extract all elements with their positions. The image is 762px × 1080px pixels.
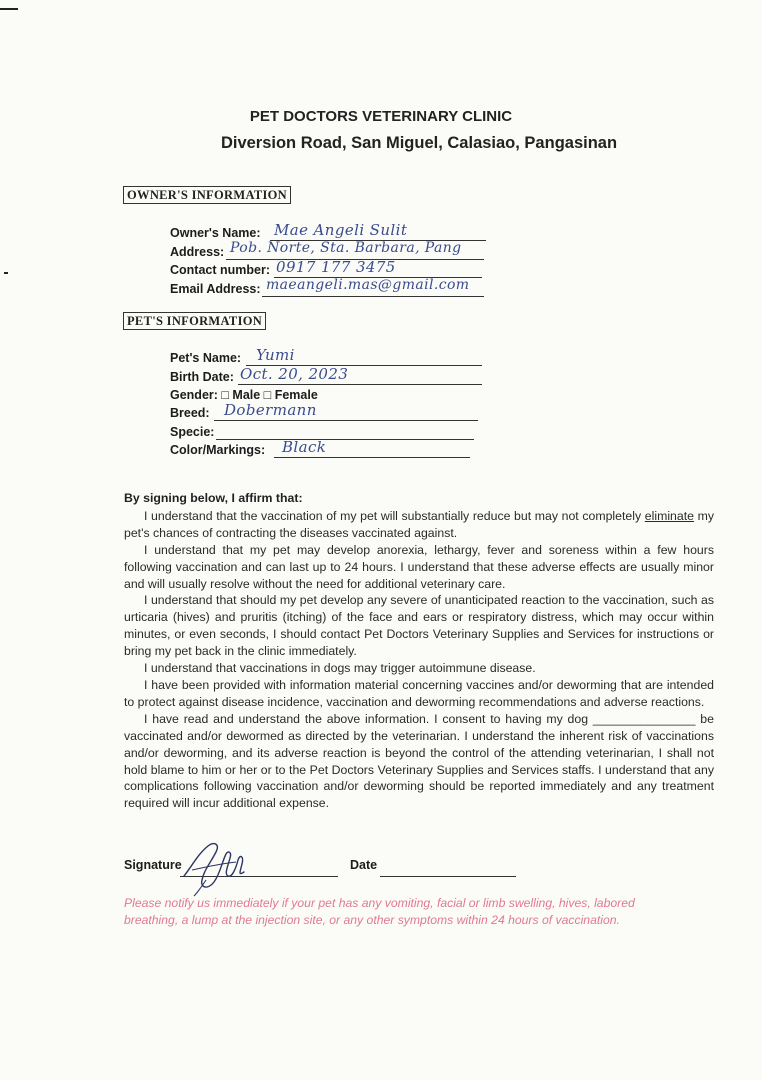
date-label: Date (350, 858, 378, 872)
pet-color-value: Black (282, 438, 327, 456)
owner-address-label: Address: (170, 245, 225, 259)
dog-name-blank[interactable]: _______________ (592, 711, 696, 726)
pet-breed-field[interactable] (170, 401, 490, 422)
consent-p6-start: I have read and understand the above information. I consent to having my dog (144, 711, 593, 726)
pet-gender-label: Gender: □ Male □ Female (170, 388, 318, 402)
post-vaccination-notice: Please notify us immediately if your pet has any vomiting, facial or limb swelling, hives, labored breathing, a lump at the injection site, or any other symptoms within 24 hours of vaccination. (124, 896, 635, 927)
date-line[interactable] (380, 876, 516, 877)
pet-gender-field[interactable] (170, 386, 490, 404)
pet-birth-label: Birth Date: (170, 370, 234, 384)
owner-email-value: maeangeli.mas@gmail.com (266, 277, 470, 293)
clinic-address: Diversion Road, San Miguel, Calasiao, Pangasinan (220, 134, 618, 152)
pet-breed-line (214, 420, 478, 421)
pet-color-line (274, 457, 470, 458)
consent-paragraph-3: I understand that should my pet develop any severe of unanticipated reaction to the vaccination, such as urticaria (hives) and pruritis (itching) of the face and ears or respiratory distress, which may occur within minutes, or even seconds, I should contact Pet Doctors Veterinary Supplies and Services for instructions or bring my pet back in the clinic immediately. (124, 593, 714, 659)
owner-contact-value: 0917 177 3475 (276, 258, 396, 276)
consent-p1-underlined: eliminate (644, 508, 694, 523)
pet-name-value: Yumi (256, 346, 295, 364)
scan-edge-dot (4, 272, 8, 274)
signature-label: Signature (124, 858, 182, 872)
pet-specie-field[interactable] (170, 423, 490, 441)
consent-p6-end: be vaccinated and/or dewormed as directed by the veterinarian. I understand the inherent risk of vaccinations and/or deworming, and its adverse reaction is beyond the control of the attending veterinarian, I shall not hold blame to him or her or to the Pet Doctors Veterinary Supplies and Services staffs. I understand that any complications following vaccination and/or deworming should be reported immediately and any treatment required will incur additional expense. (124, 711, 714, 811)
owner-name-label: Owner's Name: (170, 226, 261, 240)
consent-paragraph-2: I understand that my pet may develop anorexia, lethargy, fever and soreness within a few hours following vaccination and can last up to 24 hours. I understand that these adverse effects are usually minor and will usually resolve without the need for additional veterinary care. (124, 542, 714, 591)
consent-p1-start: I understand that the vaccination of my pet will substantially reduce but may not completely (144, 508, 642, 523)
pet-birth-line (238, 384, 482, 385)
consent-statements (124, 490, 714, 812)
pet-name-label: Pet's Name: (170, 351, 242, 365)
pet-section-title: PET'S INFORMATION (123, 312, 266, 330)
consent-paragraph-6 (124, 711, 714, 812)
consent-paragraph-4: I understand that vaccinations in dogs may trigger autoimmune disease. (144, 661, 536, 676)
scan-edge-mark (0, 8, 18, 10)
pet-specie-line (216, 439, 474, 440)
handwritten-signature (178, 836, 258, 898)
pet-birth-value: Oct. 20, 2023 (240, 365, 349, 383)
consent-paragraph-5: I have been provided with information material concerning vaccines and/or deworming that are intended to protect against disease incidence, vaccination and deworming recommendations and adverse reactions. (124, 677, 714, 709)
consent-heading: By signing below, I affirm that: (124, 491, 303, 505)
pet-breed-label: Breed: (170, 406, 210, 420)
pet-specie-label: Specie: (170, 425, 215, 439)
owner-contact-label: Contact number: (170, 263, 270, 277)
pet-breed-value: Dobermann (224, 401, 317, 419)
owner-email-field[interactable] (170, 277, 490, 298)
consent-paragraph-1 (124, 508, 714, 542)
clinic-name: PET DOCTORS VETERINARY CLINIC (249, 108, 513, 125)
owner-section-title: OWNER'S INFORMATION (123, 186, 291, 204)
owner-email-label: Email Address: (170, 282, 261, 296)
consent-p1-end: my pet's chances of contracting the diseases vaccinated against. (124, 508, 715, 540)
owner-email-line (262, 296, 484, 297)
owner-address-value: Pob. Norte, Sta. Barbara, Pang (230, 240, 462, 256)
pet-birth-field[interactable] (170, 365, 490, 386)
owner-name-value: Mae Angeli Sulit (274, 221, 408, 239)
pet-color-label: Color/Markings: (170, 443, 266, 457)
pet-color-field[interactable] (170, 438, 490, 459)
